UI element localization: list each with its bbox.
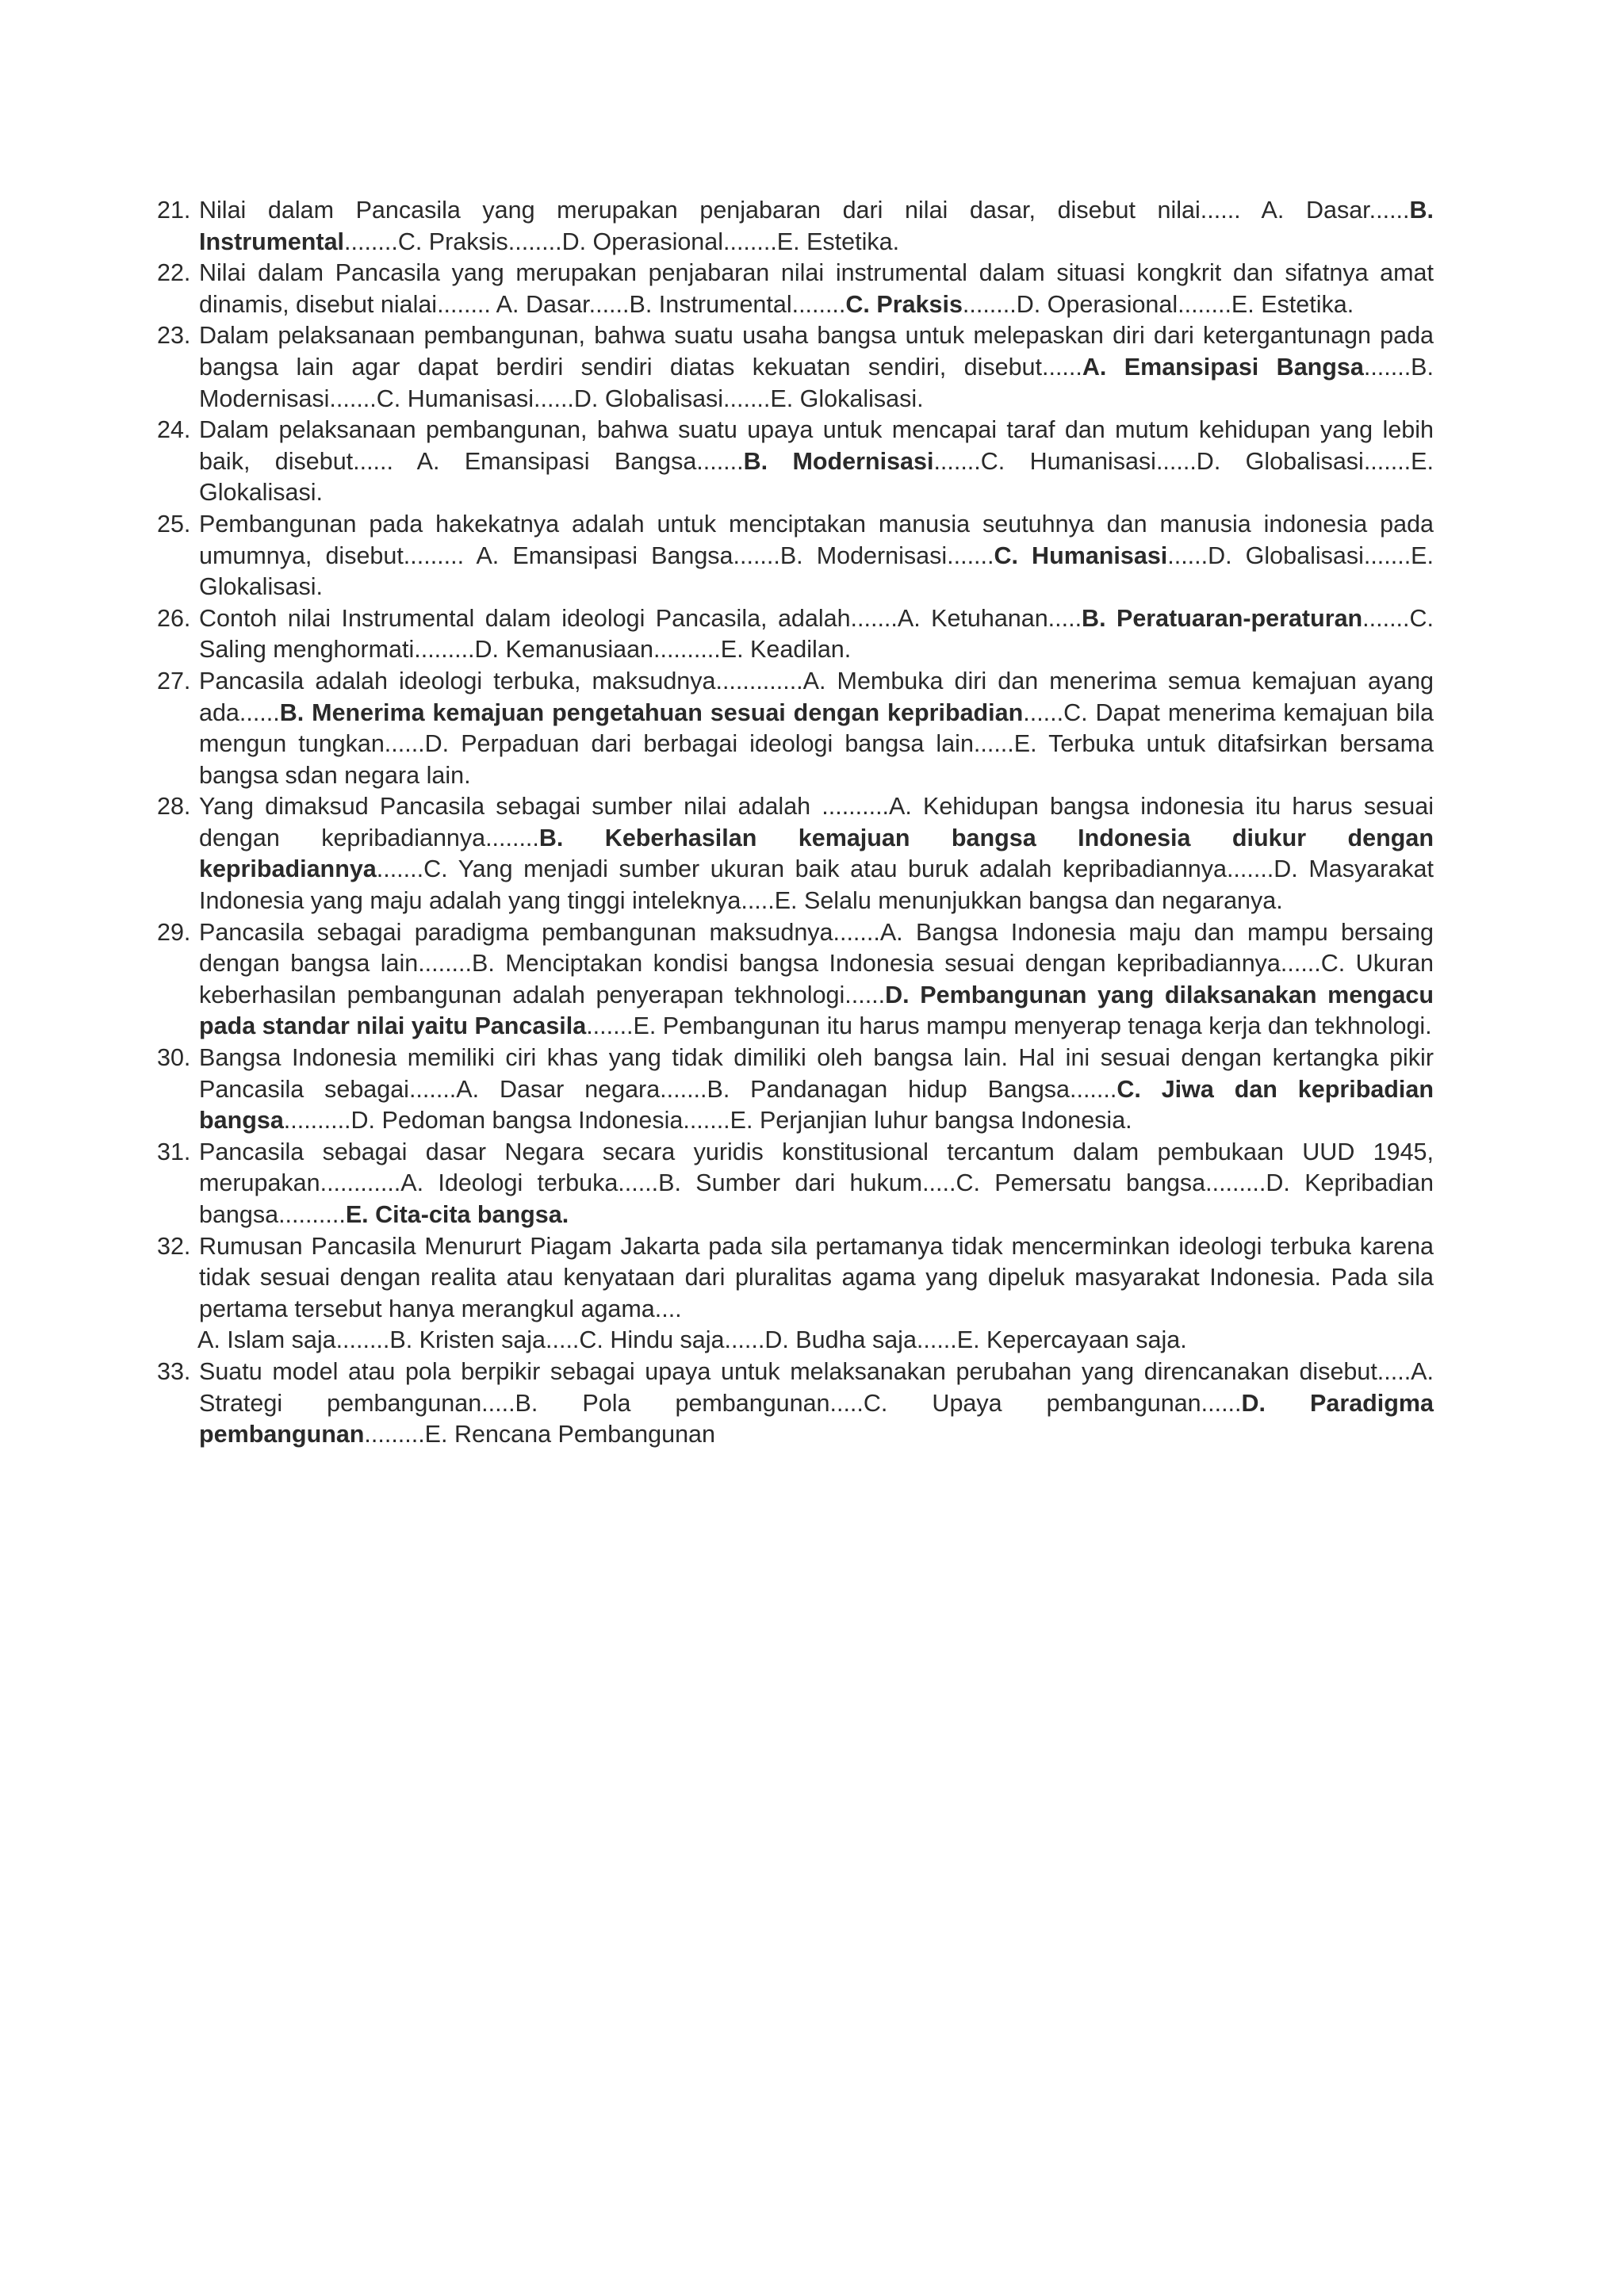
question-number: 29. xyxy=(157,918,191,946)
question-body: Nilai dalam Pancasila yang merupakan penjabaran nilai instrumental dalam situasi kongkrit dan sifatnya amat dinamis, disebut nialai........ A. Dasar......B. Instrumental........ xyxy=(199,259,1434,318)
question-item xyxy=(157,917,1434,1043)
question-body: Suatu model atau pola berpikir sebagai upaya untuk melaksanakan perubahan yang direncanakan disebut.....A. Strategi pembangunan.....B. Pola pembangunan.....C. Upaya pembangunan...... xyxy=(199,1357,1434,1417)
question-number: 33. xyxy=(157,1357,191,1385)
question-body: Contoh nilai Instrumental dalam ideologi Pancasila, adalah.......A. Ketuhanan..... xyxy=(199,604,1082,632)
question-item xyxy=(157,1357,1434,1451)
remaining-options: .......E. Pembangunan itu harus mampu menyerap tenaga kerja dan tekhnologi. xyxy=(586,1012,1432,1040)
remaining-options: ......D. Globalisasi.......E. Glokalisasi. xyxy=(199,541,1434,601)
question-number: 26. xyxy=(157,604,191,632)
question-text xyxy=(199,605,1434,664)
correct-answer: E. Cita-cita bangsa. xyxy=(345,1201,569,1228)
remaining-options: ........D. Operasional........E. Estetika. xyxy=(962,290,1354,318)
question-text xyxy=(199,919,1434,1040)
question-body: Dalam pelaksanaan pembangunan, bahwa suatu usaha bangsa untuk melepaskan diri dari ketergantunagn pada bangsa lain agar dapat berdiri sendiri diatas kekuatan sendiri, disebut...... xyxy=(199,322,1434,381)
question-item xyxy=(157,195,1434,258)
question-text xyxy=(199,793,1434,914)
question-item xyxy=(157,509,1434,603)
correct-answer: C. Jiwa dan kepribadian bangsa xyxy=(199,1075,1434,1135)
remaining-options: ..........D. Pedoman bangsa Indonesia.......E. Perjanjian luhur bangsa Indonesia. xyxy=(283,1107,1132,1135)
question-text xyxy=(199,1138,1434,1228)
question-number: 30. xyxy=(157,1044,191,1072)
correct-answer: B. Instrumental xyxy=(199,197,1434,255)
question-number: 28. xyxy=(157,793,191,821)
question-text xyxy=(199,416,1434,506)
question-text xyxy=(199,322,1434,411)
correct-answer: A. Emansipasi Bangsa xyxy=(1082,353,1364,381)
question-number: 31. xyxy=(157,1138,191,1165)
question-list xyxy=(157,195,1434,1451)
question-number: 22. xyxy=(157,259,191,287)
question-item xyxy=(157,666,1434,791)
question-number: 32. xyxy=(157,1232,191,1260)
question-text xyxy=(199,1358,1434,1448)
correct-answer: C. Praksis xyxy=(845,290,963,318)
correct-answer: B. Peratuaran-peraturan xyxy=(1082,604,1363,632)
question-item xyxy=(157,1043,1434,1137)
remaining-options: .......C. Yang menjadi sumber ukuran baik atau buruk adalah kepribadiannya.......D. Masyarakat Indonesia yang maju adalah yang tinggi inteleknya.....E. Selalu menunjukkan bangsa dan negaranya. xyxy=(199,855,1434,915)
remaining-options: .......B. Modernisasi.......C. Humanisasi......D. Globalisasi.......E. Glokalisasi. xyxy=(199,353,1434,412)
question-body: Pancasila adalah ideologi terbuka, maksudnya.............A. Membuka diri dan menerima semua kemajuan ayang ada...... xyxy=(199,667,1434,726)
question-item xyxy=(157,791,1434,916)
question-item xyxy=(157,1137,1434,1231)
question-number: 21. xyxy=(157,197,191,224)
question-body: Pembangunan pada hakekatnya adalah untuk menciptakan manusia seutuhnya dan manusia indonesia pada umumnya, disebut......... A. Emansipasi Bangsa.......B. Modernisasi....... xyxy=(199,510,1434,569)
question-text xyxy=(199,1233,1434,1357)
remaining-options: .......C. Saling menghormati.........D. Kemanusiaan..........E. Keadilan. xyxy=(199,604,1434,664)
question-body: Rumusan Pancasila Menururt Piagam Jakarta pada sila pertamanya tidak mencerminkan ideologi terbuka karena tidak sesuai dengan realita atau kenyataan dari pluralitas agama yang dipeluk masyarakat Indonesia. Pada sila pertama tersebut hanya merangkul agama.... xyxy=(199,1232,1434,1322)
question-body: Bangsa Indonesia memiliki ciri khas yang tidak dimiliki oleh bangsa lain. Hal ini sesuai dengan kertangka pikir Pancasila sebagai.......A. Dasar negara.......B. Pandanagan hidup Bangsa....... xyxy=(199,1044,1434,1103)
correct-answer: D. Paradigma pembangunan xyxy=(199,1389,1434,1448)
question-item xyxy=(157,320,1434,415)
question-body: Pancasila sebagai dasar Negara secara yuridis konstitusional tercantum dalam pembukaan UUD 1945, merupakan............A. Ideologi terbuka......B. Sumber dari hukum.....C. Pemersatu bangsa.........D. Kepribadian bangsa.......... xyxy=(199,1138,1434,1228)
question-body: Yang dimaksud Pancasila sebagai sumber nilai adalah ..........A. Kehidupan bangsa indonesia itu harus sesuai dengan kepribadiannya........ xyxy=(199,793,1434,851)
question-body: Pancasila sebagai paradigma pembangunan maksudnya.......A. Bangsa Indonesia maju dan mampu bersaing dengan bangsa lain........B. Menciptakan kondisi bangsa Indonesia sesuai dengan kepribadiannya......C. Ukuran keberhasilan pembangunan adalah penyerapan tekhnologi...... xyxy=(199,918,1434,1008)
question-body: Dalam pelaksanaan pembangunan, bahwa suatu upaya untuk mencapai taraf dan mutum kehidupan yang lebih baik, disebut...... A. Emansipasi Bangsa....... xyxy=(199,416,1434,475)
correct-answer: B. Modernisasi xyxy=(743,447,934,475)
correct-answer: D. Pembangunan yang dilaksanakan mengacu pada standar nilai yaitu Pancasila xyxy=(199,981,1434,1040)
answer-options-line: A. Islam saja........B. Kristen saja.....C. Hindu saja......D. Budha saja......E. Kepercayaan saja. xyxy=(197,1326,1187,1354)
correct-answer: B. Menerima kemajuan pengetahuan sesuai dengan kepribadian xyxy=(279,698,1024,726)
remaining-options: ......C. Dapat menerima kemajuan bila mengun tungkan......D. Perpaduan dari berbagai ideologi bangsa lain......E. Terbuka untuk ditafsirkan bersama bangsa sdan negara lain. xyxy=(199,698,1434,789)
question-number: 24. xyxy=(157,416,191,444)
question-item xyxy=(157,603,1434,666)
question-text xyxy=(199,197,1434,255)
question-number: 25. xyxy=(157,510,191,538)
question-text xyxy=(199,1044,1434,1134)
remaining-options: ........C. Praksis........D. Operasional........E. Estetika. xyxy=(344,228,900,255)
remaining-options: .........E. Rencana Pembangunan xyxy=(364,1421,715,1448)
question-number: 23. xyxy=(157,322,191,350)
question-item xyxy=(157,1231,1434,1357)
question-item xyxy=(157,415,1434,509)
question-text xyxy=(199,511,1434,600)
remaining-options: .......C. Humanisasi......D. Globalisasi.......E. Glokalisasi. xyxy=(199,447,1434,507)
correct-answer: C. Humanisasi xyxy=(994,541,1168,569)
correct-answer: B. Keberhasilan kemajuan bangsa Indonesia diukur dengan kepribadiannya xyxy=(199,824,1434,883)
question-body: Nilai dalam Pancasila yang merupakan penjabaran dari nilai dasar, disebut nilai...... A. Dasar...... xyxy=(199,197,1410,224)
question-text xyxy=(199,259,1434,318)
question-number: 27. xyxy=(157,667,191,695)
question-text xyxy=(199,668,1434,789)
question-item xyxy=(157,258,1434,320)
